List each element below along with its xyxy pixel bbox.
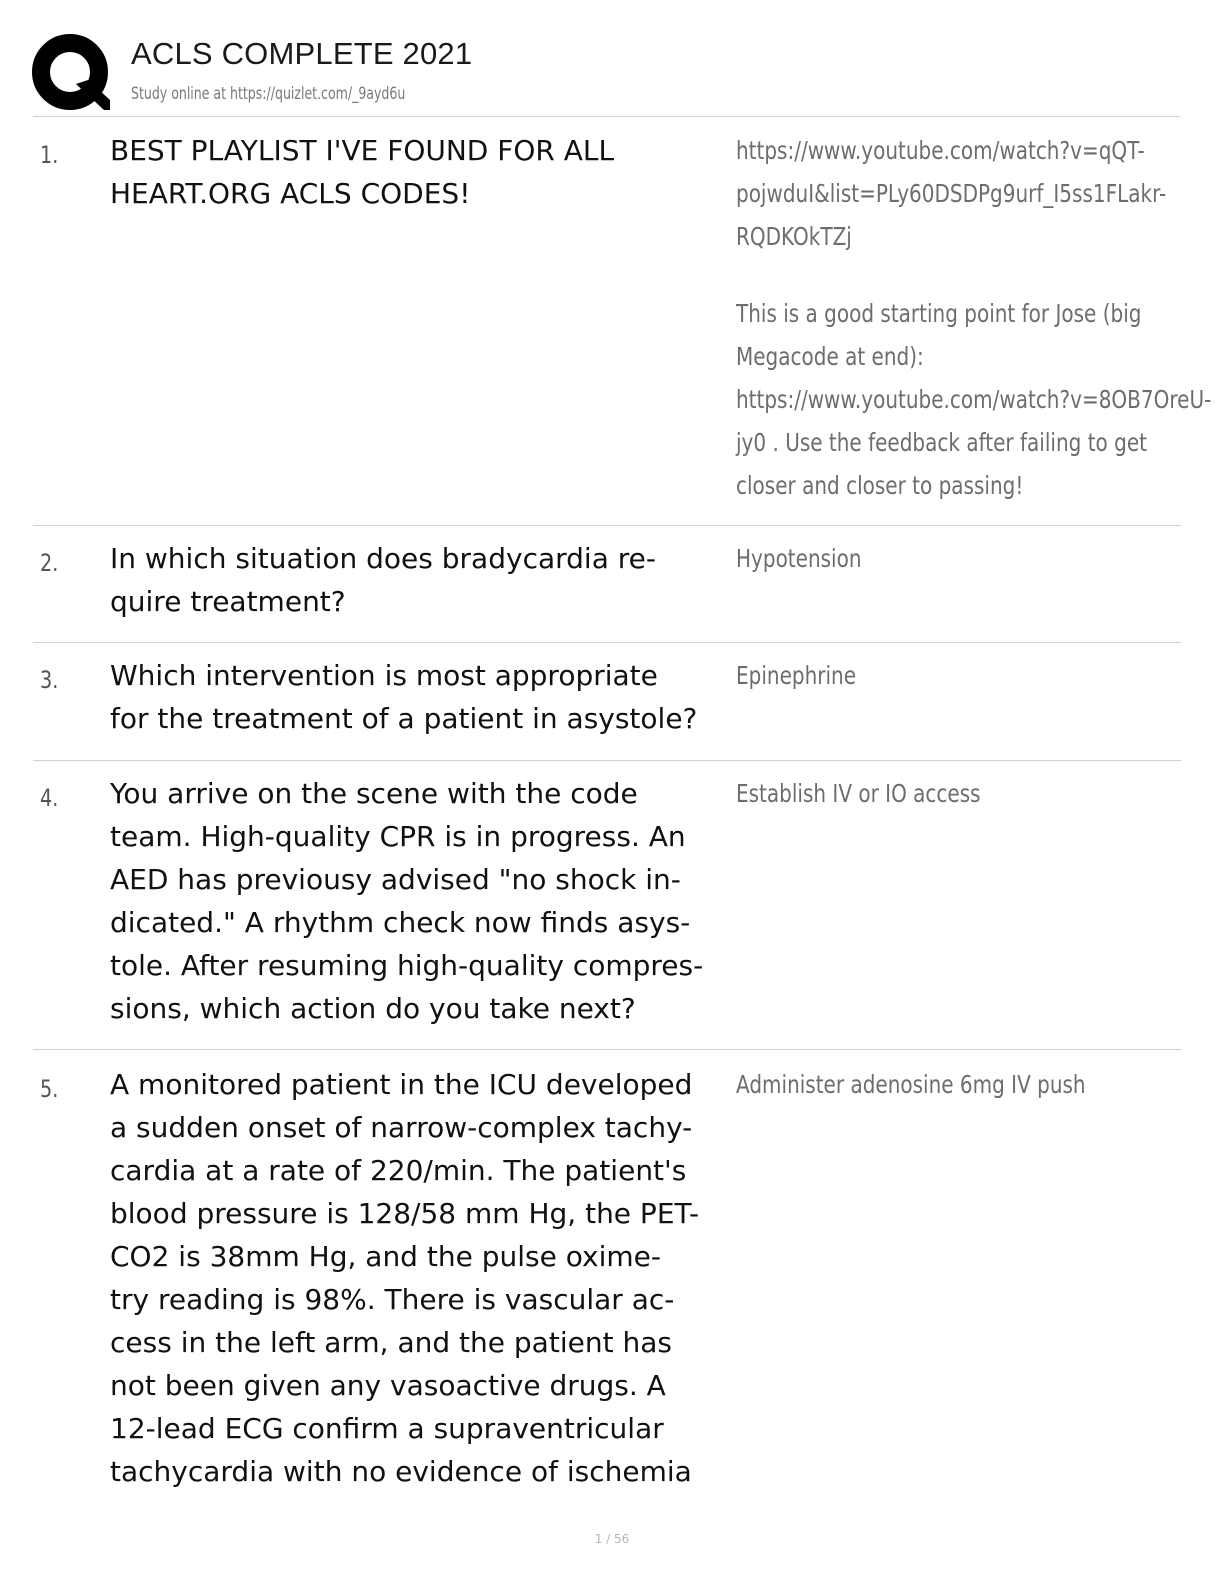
definition-paragraph bbox=[736, 292, 1212, 507]
card-number: 1. bbox=[40, 141, 59, 169]
term-line: quire treatment? bbox=[110, 585, 346, 618]
card-definition bbox=[736, 772, 1112, 815]
flashcard-5 bbox=[33, 1051, 1181, 1501]
document-title: ACLS COMPLETE 2021 bbox=[131, 36, 473, 71]
definition-link[interactable]: RQDKOkTZj bbox=[736, 222, 852, 251]
card-term bbox=[110, 1063, 730, 1493]
term-line: BEST PLAYLIST I'VE FOUND FOR ALL bbox=[110, 134, 615, 167]
flashcard-1 bbox=[33, 117, 1212, 526]
definition-line: Megacode at end): bbox=[736, 342, 924, 371]
card-term bbox=[110, 654, 730, 740]
card-definition bbox=[736, 1063, 1112, 1106]
card-term bbox=[110, 537, 730, 623]
definition-line: Administer adenosine 6mg IV push bbox=[736, 1070, 1086, 1099]
term-line: dicated." A rhythm check now finds asys- bbox=[110, 906, 691, 939]
term-line: blood pressure is 128/58 mm Hg, the PET- bbox=[110, 1197, 700, 1230]
definition-line: closer and closer to passing! bbox=[736, 471, 1024, 500]
study-online-link[interactable]: Study online at https://quizlet.com/_9ayd6u bbox=[131, 84, 406, 104]
card-number: 5. bbox=[40, 1075, 59, 1103]
term-line: CO2 is 38mm Hg, and the pulse oxime- bbox=[110, 1240, 661, 1273]
card-term bbox=[110, 129, 730, 215]
term-line: cess in the left arm, and the patient has bbox=[110, 1326, 672, 1359]
card-term bbox=[110, 772, 730, 1030]
term-line: cardia at a rate of 220/min. The patient's bbox=[110, 1154, 687, 1187]
definition-paragraph bbox=[736, 537, 1112, 580]
quizlet-q-logo-icon bbox=[32, 34, 112, 114]
term-line: try reading is 98%. There is vascular ac- bbox=[110, 1283, 675, 1316]
definition-line: Epinephrine bbox=[736, 661, 856, 690]
card-number: 2. bbox=[40, 549, 59, 577]
definition-link[interactable]: pojwduI&list=PLy60DSDPg9urf_I5ss1FLakr- bbox=[736, 179, 1167, 208]
term-line: Which intervention is most appropriate bbox=[110, 659, 658, 692]
card-definition bbox=[736, 654, 1112, 697]
definition-paragraph bbox=[736, 654, 1112, 697]
term-line: sions, which action do you take next? bbox=[110, 992, 636, 1025]
definition-link[interactable]: https://www.youtube.com/watch?v=8OB7OreU- bbox=[736, 385, 1212, 414]
definition-line: Hypotension bbox=[736, 544, 862, 573]
definition-paragraph bbox=[736, 772, 1112, 815]
term-line: tachycardia with no evidence of ischemia bbox=[110, 1455, 692, 1488]
page-number: 1 / 56 bbox=[594, 1532, 630, 1546]
card-definition bbox=[736, 537, 1112, 580]
definition-paragraph bbox=[736, 1063, 1112, 1106]
term-line: You arrive on the scene with the code bbox=[110, 777, 638, 810]
term-line: AED has previousy advised "no shock in- bbox=[110, 863, 681, 896]
definition-paragraph bbox=[736, 129, 1167, 258]
term-line: tole. After resuming high-quality compres- bbox=[110, 949, 704, 982]
flashcard-3 bbox=[33, 644, 1181, 761]
term-line: HEART.ORG ACLS CODES! bbox=[110, 177, 471, 210]
card-number: 4. bbox=[40, 784, 59, 812]
card-definition bbox=[736, 129, 1212, 507]
term-line: not been given any vasoactive drugs. A bbox=[110, 1369, 666, 1402]
definition-link[interactable]: https://www.youtube.com/watch?v=qQT- bbox=[736, 136, 1145, 165]
term-line: a sudden onset of narrow-complex tachy- bbox=[110, 1111, 693, 1144]
card-number: 3. bbox=[40, 666, 59, 694]
flashcard-2 bbox=[33, 527, 1181, 643]
flashcard-4 bbox=[33, 762, 1181, 1050]
term-line: 12-lead ECG confirm a supraventricular bbox=[110, 1412, 664, 1445]
term-line: for the treatment of a patient in asystole? bbox=[110, 702, 698, 735]
definition-line: This is a good starting point for Jose (big bbox=[736, 299, 1142, 328]
term-line: A monitored patient in the ICU developed bbox=[110, 1068, 693, 1101]
term-line: team. High-quality CPR is in progress. An bbox=[110, 820, 686, 853]
definition-line: Establish IV or IO access bbox=[736, 779, 981, 808]
term-line: In which situation does bradycardia re- bbox=[110, 542, 656, 575]
definition-line: jy0 . Use the feedback after failing to get bbox=[736, 428, 1147, 457]
